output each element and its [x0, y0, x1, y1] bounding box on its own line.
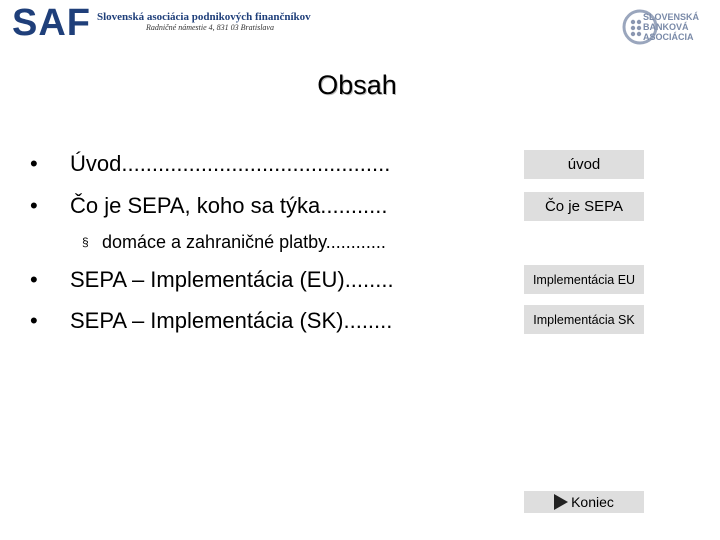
organization-name: Slovenská asociácia podnikových finančníkov	[97, 11, 311, 23]
nav-button-implementacia-sk[interactable]: Implementácia SK	[524, 305, 644, 334]
end-button[interactable]	[524, 491, 644, 513]
sba-logo-line: ASOCIÁCIA	[643, 32, 694, 42]
agenda-item-sepa	[30, 192, 388, 220]
bullet-marker: •	[30, 267, 38, 292]
nav-button-implementacia-eu[interactable]: Implementácia EU	[524, 265, 644, 294]
agenda-subitem-payments	[82, 230, 386, 254]
end-button-label: Koniec	[571, 494, 614, 510]
agenda-item-text: Čo je SEPA, koho sa týka...........	[70, 193, 388, 218]
bullet-marker: •	[30, 193, 38, 218]
play-icon	[554, 494, 568, 510]
slide-title: Obsah	[317, 70, 397, 100]
bullet-marker: •	[30, 151, 38, 176]
nav-button-uvod[interactable]: úvod	[524, 150, 644, 179]
agenda-subitem-text: domáce a zahraničné platby............	[102, 232, 386, 252]
saf-logo: SAF	[12, 2, 91, 44]
nav-button-co-je-sepa[interactable]: Čo je SEPA	[524, 192, 644, 221]
slide-header	[0, 0, 720, 50]
bullet-marker: •	[30, 308, 38, 333]
organization-address: Radničné námestie 4, 831 03 Bratislava	[146, 23, 274, 32]
sba-logo-line: SLOVENSKÁ	[643, 12, 700, 22]
agenda-item-uvod	[30, 150, 390, 178]
agenda-item-text: Úvod............................................	[70, 151, 391, 176]
sub-bullet-marker: §	[82, 235, 89, 249]
agenda-item-text: SEPA – Implementácia (SK)........	[70, 308, 393, 333]
agenda-item-impl-sk	[30, 307, 392, 335]
agenda-item-impl-eu	[30, 266, 394, 294]
sba-logo-text	[643, 12, 699, 42]
agenda-item-text: SEPA – Implementácia (EU)........	[70, 267, 394, 292]
sba-logo-line: BANKOVÁ	[643, 22, 689, 32]
